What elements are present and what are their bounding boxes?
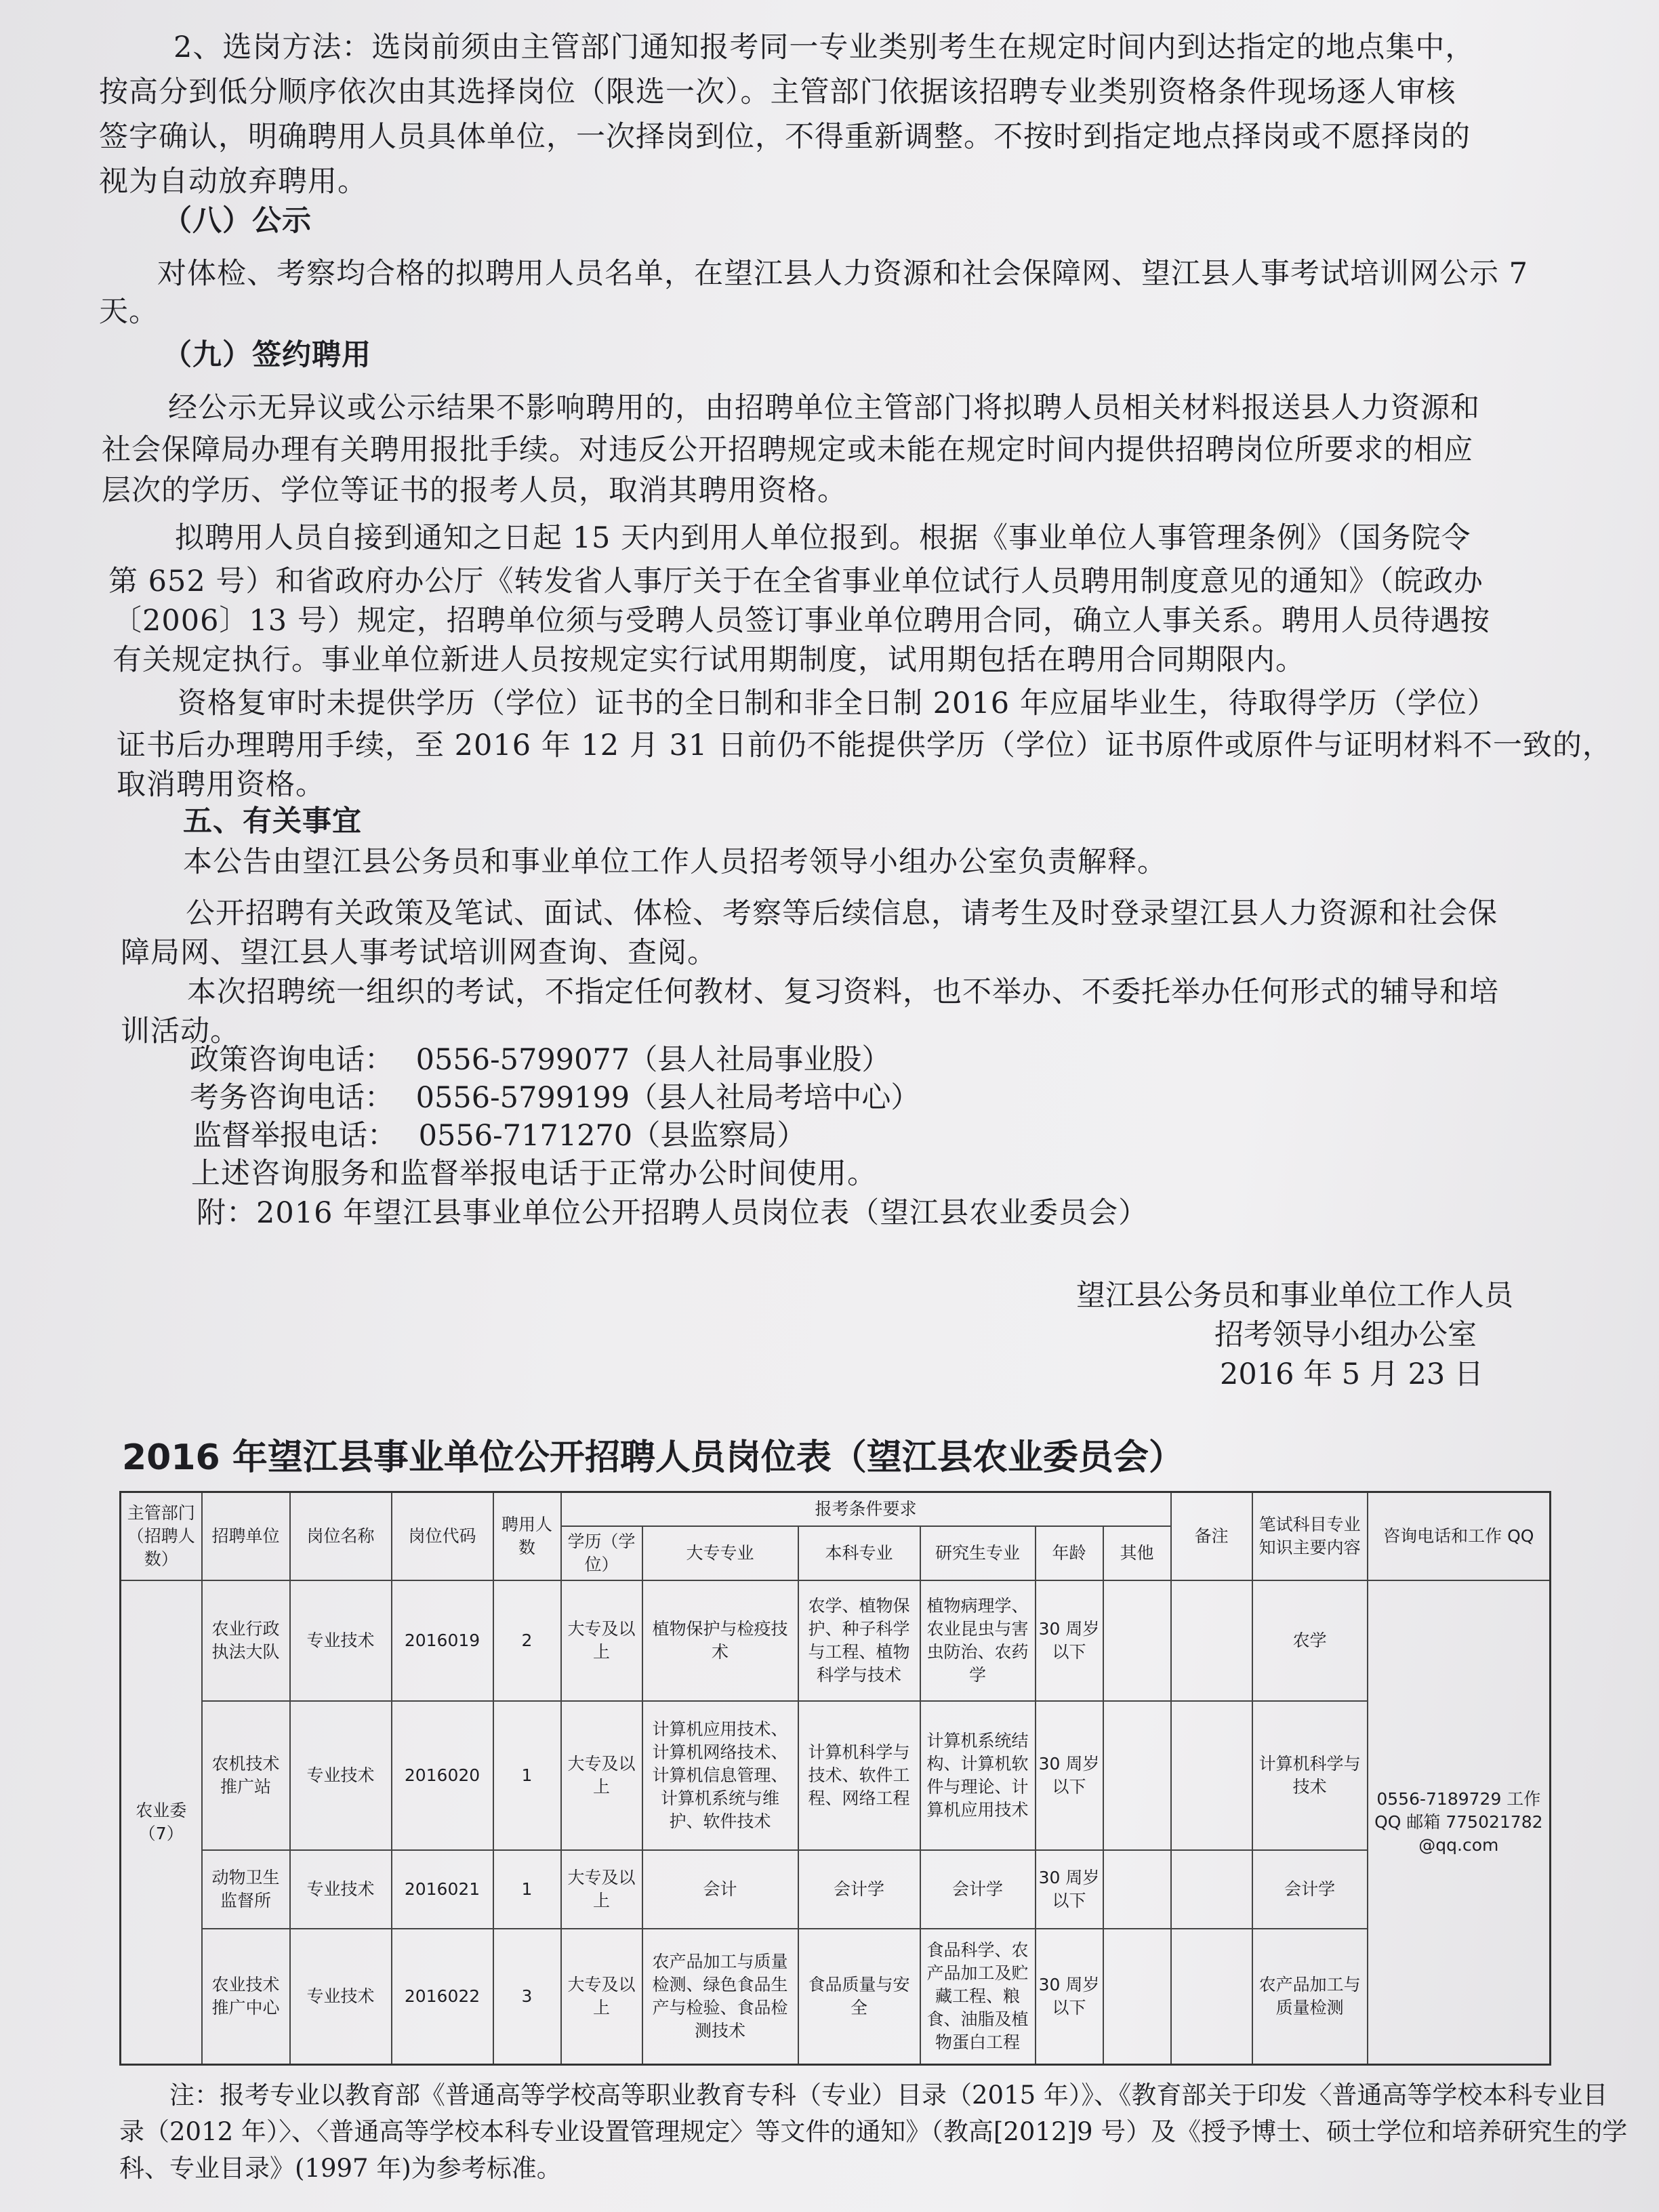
body-line: 证书后办理聘用手续，至 2016 年 12 月 31 日前仍不能提供学历（学位）证书原件或原件与证明材料不一致的， <box>117 729 1612 762</box>
body-line: 对体检、考察均合格的拟聘用人员名单，在望江县人力资源和社会保障网、望江县人事考试培训网公示 7 <box>157 257 1529 291</box>
header-grad-major: 研究生专业 <box>920 1526 1036 1580</box>
body-line: 层次的学历、学位等证书的报考人员，取消其聘用资格。 <box>102 474 847 508</box>
body-line: 按高分到低分顺序依次由其选择岗位（限选一次）。主管部门依据该招聘专业类别资格条件现场逐人审核 <box>99 75 1456 109</box>
header-unit: 招聘单位 <box>202 1492 290 1580</box>
contact-dept: （县人社局事业股） <box>628 1043 891 1077</box>
header-requirements: 报考条件要求 <box>561 1492 1171 1526</box>
cell-edu: 大专及以上 <box>561 1580 642 1701</box>
attachment-line: 附：2016 年望江县事业单位公开招聘人员岗位表（望江县农业委员会） <box>197 1196 1149 1230</box>
cell-grad-major: 植物病理学、农业昆虫与害虫防治、农药学 <box>920 1580 1036 1701</box>
cell-post: 专业技术 <box>290 1580 392 1701</box>
cell-post: 专业技术 <box>290 1701 392 1850</box>
header-remark: 备注 <box>1171 1492 1252 1580</box>
header-count: 聘用人数 <box>493 1492 561 1580</box>
body-line: 本公告由望江县公务员和事业单位工作人员招考领导小组办公室负责解释。 <box>183 845 1167 879</box>
cell-unit: 农业行政执法大队 <box>202 1580 290 1701</box>
cell-edu: 大专及以上 <box>561 1850 642 1929</box>
cell-code: 2016019 <box>392 1580 493 1701</box>
body-line: 有关规定执行。事业单位新进人员按规定实行试用期制度，试用期包括在聘用合同期限内。 <box>112 643 1305 677</box>
cell-count: 2 <box>493 1580 561 1701</box>
hours-note: 上述咨询服务和监督举报电话于正常办公时间使用。 <box>191 1157 877 1191</box>
recruitment-table <box>119 1491 1551 2066</box>
cell-code: 2016020 <box>392 1701 493 1850</box>
table-row <box>121 1929 1551 2064</box>
cell-count: 3 <box>493 1929 561 2064</box>
cell-post: 专业技术 <box>290 1929 392 2064</box>
body-line: 本次招聘统一组织的考试，不指定任何教材、复习资料，也不举办、不委托举办任何形式的辅导和培 <box>187 975 1499 1009</box>
body-line: 社会保障局办理有关聘用报批手续。对违反公开招聘规定或未能在规定时间内提供招聘岗位所要求的相应 <box>102 433 1473 467</box>
cell-age: 30 周岁以下 <box>1036 1580 1103 1701</box>
table-note-line: 科、专业目录》(1997 年)为参考标准。 <box>119 2154 562 2183</box>
body-line: 天。 <box>99 295 159 329</box>
body-line: 训活动。 <box>121 1015 240 1048</box>
cell-other <box>1103 1580 1171 1701</box>
body-line: 资格复审时未提供学历（学位）证书的全日制和非全日制 2016 年应届毕业生，待取得学历（学位） <box>178 687 1497 720</box>
contact-line-exam <box>190 1079 920 1117</box>
contact-phone: 0556-7171270 <box>418 1119 633 1153</box>
cell-unit: 农业技术推广中心 <box>202 1929 290 2064</box>
table-note-line: 录（2012 年）〉、〈普通高等学校本科专业设置管理规定〉等文件的通知》（教高[2012]9 号）及《授予博士、硕士学位和培养研究生的学 <box>119 2117 1628 2146</box>
cell-code: 2016022 <box>392 1929 493 2064</box>
body-line: 取消聘用资格。 <box>117 768 325 802</box>
cell-count: 1 <box>493 1701 561 1850</box>
contact-label: 考务咨询电话： <box>190 1081 394 1115</box>
cell-age: 30 周岁以下 <box>1036 1701 1103 1850</box>
header-code: 岗位代码 <box>392 1492 493 1580</box>
body-line: 2、选岗方法：选岗前须由主管部门通知报考同一专业类别考生在规定时间内到达指定的地点集中， <box>173 30 1475 64</box>
header-age: 年龄 <box>1036 1526 1103 1580</box>
cell-contact: 0556-7189729 工作 QQ 邮箱 775021782@qq.com <box>1368 1580 1551 2065</box>
signature-org-line2: 招考领导小组办公室 <box>1214 1318 1477 1352</box>
table-title: 2016 年望江县事业单位公开招聘人员岗位表（望江县农业委员会） <box>122 1437 1184 1478</box>
contact-line-supervision <box>192 1117 806 1155</box>
cell-dept: 农业委（7） <box>121 1580 202 2065</box>
contact-label: 政策咨询电话： <box>190 1043 394 1077</box>
header-other: 其他 <box>1103 1526 1171 1580</box>
table-row <box>121 1580 1551 1701</box>
cell-remark <box>1171 1850 1252 1929</box>
body-line: 经公示无异议或公示结果不影响聘用的，由招聘单位主管部门将拟聘人员相关材料报送县人力资源和 <box>168 391 1480 425</box>
header-college-major: 大专专业 <box>642 1526 798 1580</box>
header-bachelor-major: 本科专业 <box>798 1526 920 1580</box>
section-heading-9: （九）签约聘用 <box>163 338 371 372</box>
signature-org-line1: 望江县公务员和事业单位工作人员 <box>1076 1279 1513 1313</box>
body-line: 〔2006〕13 号）规定，招聘单位须与受聘人员签订事业单位聘用合同，确立人事关系。聘用人员待遇按 <box>112 604 1490 638</box>
cell-age: 30 周岁以下 <box>1036 1929 1103 2064</box>
cell-remark <box>1171 1580 1252 1701</box>
table-note-line: 注：报考专业以教育部《普通高等学校高等职业教育专科（专业）目录（2015 年）》、《教育部关于印发〈普通高等学校本科专业目 <box>169 2081 1608 2110</box>
cell-post: 专业技术 <box>290 1850 392 1929</box>
cell-other <box>1103 1929 1171 2064</box>
cell-remark <box>1171 1929 1252 2064</box>
body-line: 签字确认，明确聘用人员具体单位，一次择岗到位，不得重新调整。不按时到指定地点择岗或不愿择岗的 <box>99 120 1471 154</box>
cell-bachelor-major: 食品质量与安全 <box>798 1929 920 2064</box>
header-exam: 笔试科目专业知识主要内容 <box>1252 1492 1368 1580</box>
cell-college-major: 农产品加工与质量检测、绿色食品生产与检验、食品检测技术 <box>642 1929 798 2064</box>
contact-phone: 0556-5799199 <box>415 1081 630 1115</box>
cell-exam: 计算机科学与技术 <box>1252 1701 1368 1850</box>
body-line: 视为自动放弃聘用。 <box>99 165 367 199</box>
cell-bachelor-major: 会计学 <box>798 1850 920 1929</box>
cell-edu: 大专及以上 <box>561 1701 642 1850</box>
header-edu: 学历（学位） <box>561 1526 642 1580</box>
body-line: 障局网、望江县人事考试培训网查询、查阅。 <box>121 936 717 970</box>
contact-label: 监督举报电话： <box>192 1119 396 1153</box>
cell-age: 30 周岁以下 <box>1036 1850 1103 1929</box>
contact-phone: 0556-5799077 <box>415 1043 630 1077</box>
cell-exam: 会计学 <box>1252 1850 1368 1929</box>
contact-dept: （县人社局考培中心） <box>628 1081 920 1115</box>
cell-count: 1 <box>493 1850 561 1929</box>
cell-code: 2016021 <box>392 1850 493 1929</box>
body-line: 第 652 号）和省政府办公厅《转发省人事厅关于在全省事业单位试行人员聘用制度意见的通知》（皖政办 <box>108 565 1483 598</box>
cell-unit: 动物卫生监督所 <box>202 1850 290 1929</box>
cell-other <box>1103 1850 1171 1929</box>
cell-grad-major: 会计学 <box>920 1850 1036 1929</box>
cell-bachelor-major: 计算机科学与技术、软件工程、网络工程 <box>798 1701 920 1850</box>
body-line: 公开招聘有关政策及笔试、面试、体检、考察等后续信息，请考生及时登录望江县人力资源和社会保 <box>186 897 1498 930</box>
cell-unit: 农机技术推广站 <box>202 1701 290 1850</box>
table-row <box>121 1850 1551 1929</box>
cell-college-major: 植物保护与检疫技术 <box>642 1580 798 1701</box>
cell-edu: 大专及以上 <box>561 1929 642 2064</box>
signature-date: 2016 年 5 月 23 日 <box>1220 1357 1483 1391</box>
section-heading-8: （八）公示 <box>163 204 312 238</box>
cell-remark <box>1171 1701 1252 1850</box>
section-heading-5: 五、有关事宜 <box>183 804 362 838</box>
table-row <box>121 1701 1551 1850</box>
cell-grad-major: 计算机系统结构、计算机软件与理论、计算机应用技术 <box>920 1701 1036 1850</box>
header-dept: 主管部门（招聘人数） <box>121 1492 202 1580</box>
cell-college-major: 计算机应用技术、计算机网络技术、计算机信息管理、计算机系统与维护、软件技术 <box>642 1701 798 1850</box>
header-contact: 咨询电话和工作 QQ <box>1368 1492 1551 1580</box>
contact-dept: （县监察局） <box>631 1119 806 1153</box>
header-post: 岗位名称 <box>290 1492 392 1580</box>
cell-exam: 农产品加工与质量检测 <box>1252 1929 1368 2064</box>
cell-exam: 农学 <box>1252 1580 1368 1701</box>
cell-other <box>1103 1701 1171 1850</box>
contact-line-policy <box>190 1041 890 1079</box>
body-line: 拟聘用人员自接到通知之日起 15 天内到用人单位报到。根据《事业单位人事管理条例》（国务院令 <box>175 521 1471 555</box>
cell-college-major: 会计 <box>642 1850 798 1929</box>
cell-grad-major: 食品科学、农产品加工及贮藏工程、粮食、油脂及植物蛋白工程 <box>920 1929 1036 2064</box>
cell-bachelor-major: 农学、植物保护、种子科学与工程、植物科学与技术 <box>798 1580 920 1701</box>
